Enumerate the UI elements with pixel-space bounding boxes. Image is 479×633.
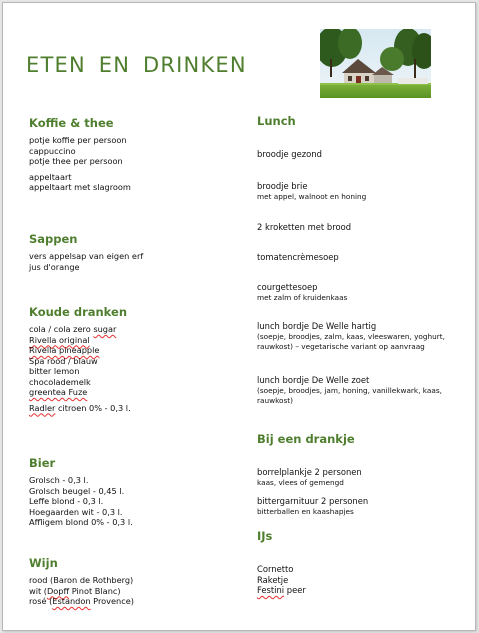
spellcheck-underline: Rivella original [29, 334, 90, 345]
menu-item: Grolsch - 0,3 l. [29, 475, 89, 485]
page-title: ETEN EN DRINKEN [26, 53, 247, 77]
menu-item-name: Raketje [257, 574, 289, 585]
menu-item: rood (Baron de Rothberg) [29, 575, 134, 585]
section-heading: Koude dranken [29, 305, 128, 319]
section-heading: Bier [29, 456, 56, 470]
menu-item [257, 564, 469, 575]
menu-item-description: bitterballen en kaashapjes [257, 506, 354, 516]
menu-item-name: bittergarnituur 2 personen [257, 496, 369, 506]
menu-item [29, 387, 131, 398]
menu-item [257, 467, 469, 488]
menu-item: chocolademelk [29, 376, 91, 387]
menu-item-description: met zalm of kruidenkaas [257, 292, 348, 302]
menu-item-name: Festini peer [257, 585, 306, 595]
section-lunch [257, 114, 469, 414]
section-heading: Sappen [29, 232, 78, 246]
section-heading: Wijn [29, 556, 58, 570]
menu-item: Leffe blond - 0,3 l. [29, 496, 104, 506]
menu-item-name: lunch bordje De Welle zoet [257, 375, 370, 385]
section-bier [29, 456, 133, 528]
menu-item: appeltaart [29, 171, 72, 182]
menu-item-description: (soepje, broodjes, jam, honing, vanillekwark, kaas, rauwkost) [257, 385, 442, 405]
farmhouse-photo-image [320, 29, 431, 98]
menu-item-name: borrelplankje 2 personen [257, 467, 362, 477]
menu-item-name: broodje gezond [257, 149, 322, 159]
spellcheck-underline: Dopff [46, 585, 70, 596]
menu-item-name: 2 kroketten met brood [257, 222, 352, 232]
menu-item: jus d'orange [29, 261, 80, 272]
section-heading: IJs [257, 529, 273, 543]
menu-item-name: courgettesoep [257, 282, 318, 292]
spellcheck-underline: sugar [93, 324, 117, 334]
menu-item: potje thee per persoon [29, 156, 123, 166]
menu-item-name: broodje brie [257, 181, 308, 191]
menu-item-name: Cornetto [257, 564, 294, 574]
menu-item [257, 321, 469, 352]
menu-item [257, 375, 469, 406]
menu-item [29, 335, 131, 346]
section-heading: Lunch [257, 114, 296, 128]
section-ijs [257, 529, 469, 609]
menu-item [257, 282, 469, 303]
section-wijn [29, 556, 134, 607]
menu-item [257, 222, 469, 233]
menu-item: wit (Dopff Pinot Blanc) [29, 585, 121, 596]
spellcheck-underline: Radler [29, 402, 56, 413]
menu-item [257, 252, 469, 263]
menu-item [257, 585, 469, 596]
menu-item [257, 181, 469, 202]
menu-item: vers appelsap van eigen erf [29, 251, 144, 261]
section-heading: Koffie & thee [29, 116, 114, 130]
menu-item: rosé (Estandon Provence) [29, 596, 134, 606]
menu-item-description: (soepje, broodjes, zalm, kaas, vleeswaren, yoghurt, rauwkost) – vegetarische variant op aanvraag [257, 331, 445, 351]
menu-item [29, 345, 131, 356]
menu-item-name: lunch bordje De Welle hartig [257, 321, 377, 331]
menu-item-name: tomatencrèmesoep [257, 252, 339, 262]
menu-item: Hoegaarden wit - 0,3 l. [29, 506, 123, 517]
farmhouse-photo [320, 29, 431, 98]
menu-item: cappuccino [29, 145, 76, 156]
section-heading: Bij een drankje [257, 432, 355, 446]
section-sappen [29, 232, 143, 272]
menu-item [257, 575, 469, 586]
menu-page [2, 2, 476, 631]
spellcheck-underline: Estandon [52, 596, 91, 606]
menu-item: bitter lemon [29, 366, 80, 376]
menu-item [257, 496, 469, 517]
section-koude-dranken [29, 305, 131, 413]
menu-item: appeltaart met slagroom [29, 182, 131, 192]
menu-item: Grolsch beugel - 0,45 l. [29, 485, 125, 496]
menu-item: cola / cola zero sugar [29, 324, 117, 334]
menu-item: Affligem blond 0% - 0,3 l. [29, 517, 133, 527]
section-koffie-thee [29, 116, 131, 193]
menu-item-description: met appel, walnoot en honing [257, 191, 367, 201]
menu-item-description: kaas, vlees of gemengd [257, 477, 344, 487]
menu-item: Radler citroen 0% - 0,3 l. [29, 402, 131, 413]
menu-item: potje koffie per persoon [29, 135, 127, 145]
spellcheck-underline: Festini [257, 585, 285, 595]
section-bij-een-drankje [257, 432, 469, 532]
spellcheck-underline: greentea Fuze [29, 387, 88, 397]
spellcheck-underline: Rivella pineapple [29, 345, 100, 355]
menu-item [257, 149, 469, 160]
menu-item: Spa rood / blauw [29, 355, 98, 366]
